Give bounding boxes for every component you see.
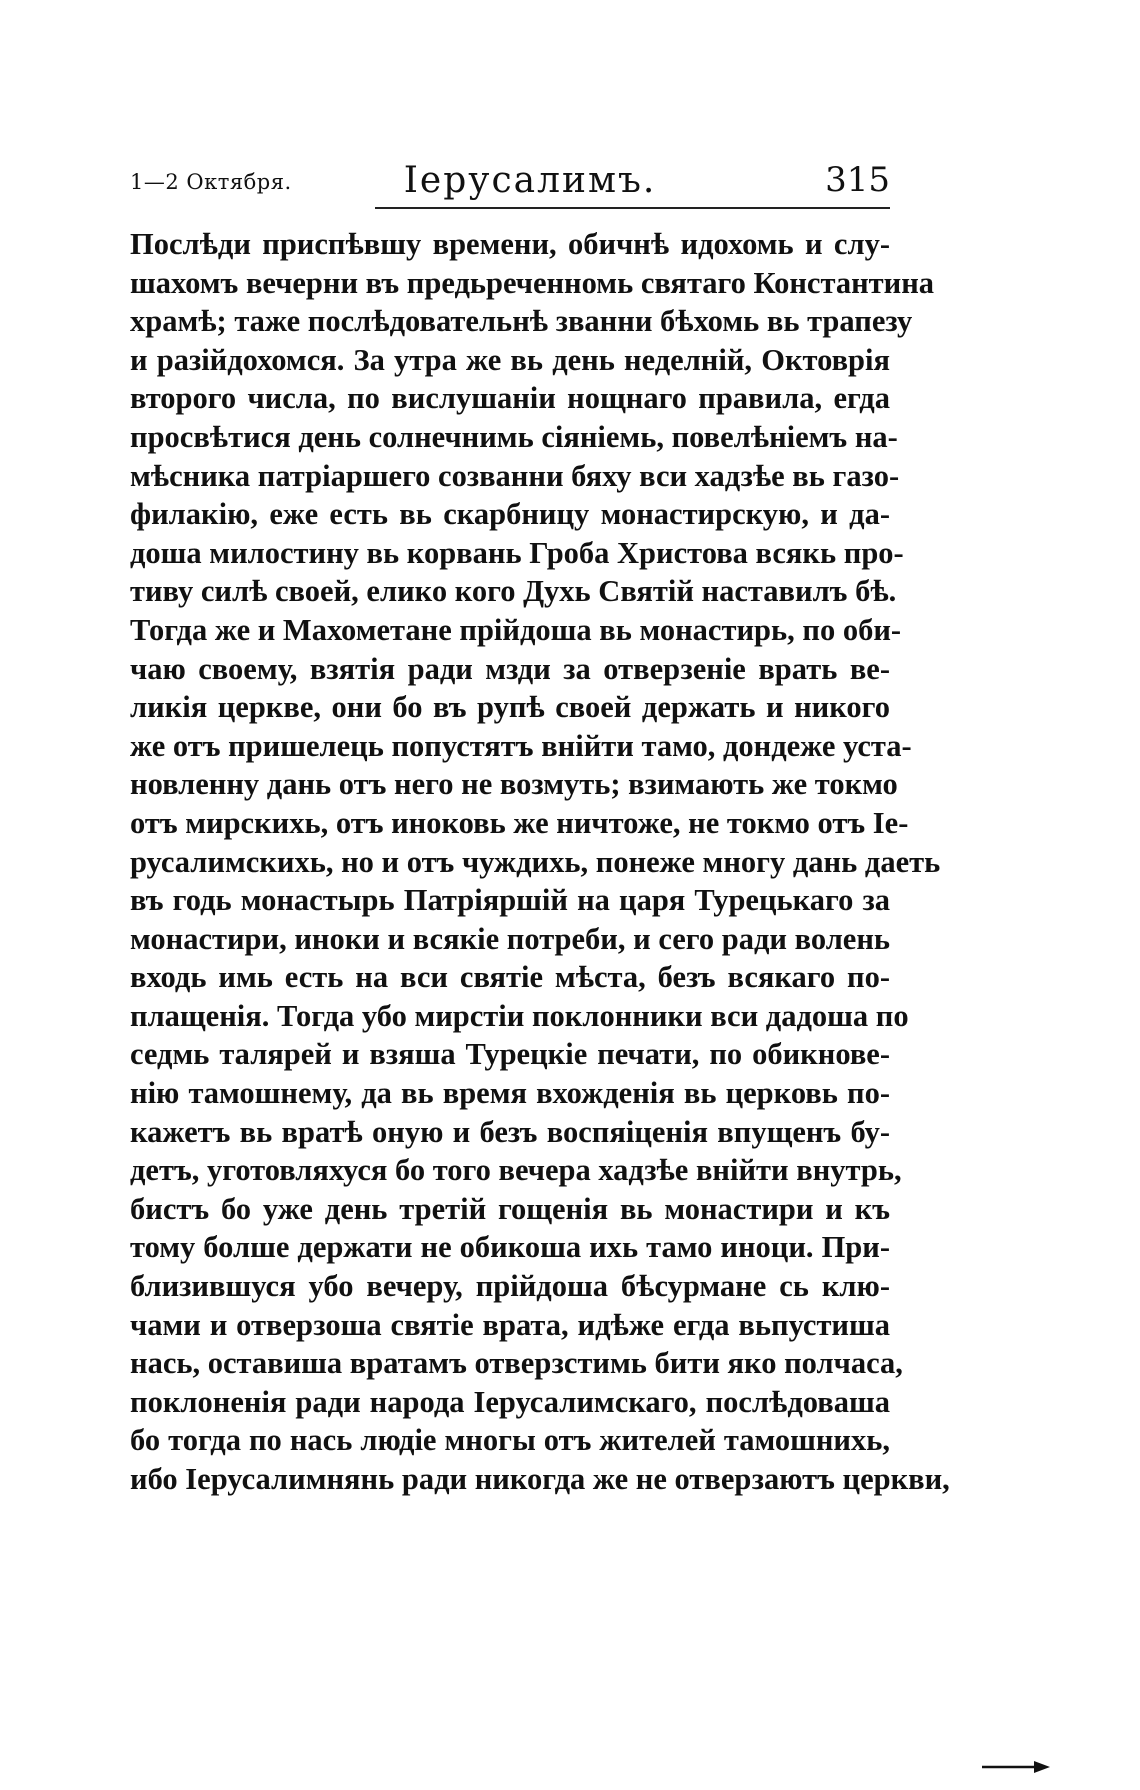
running-head-title: Іерусалимъ. — [403, 160, 657, 201]
text-line: шахомъ вечерни въ предьреченномь святаго Константина — [130, 265, 935, 300]
text-line: тому болше держати не обикоша ихь тамо иноци. При- — [130, 1230, 890, 1265]
text-line: бистъ бо уже день третій гощенія вь монастири и къ — [130, 1191, 890, 1226]
text-line: второго числа, по вислушаніи нощнаго правила, егда — [130, 381, 890, 416]
text-line: въ годь монастырь Патріяршій на царя Турецькаго за — [130, 883, 890, 918]
text-line: храмѣ; таже послѣдовательнѣ званни бѣхомь вь трапезу — [130, 304, 913, 339]
text-line: новленну дань отъ него не возмуть; взимають же токмо — [130, 767, 898, 802]
text-line: плащенія. Тогда убо мирстіи поклонники вси дадоша по — [130, 998, 909, 1033]
text-line: седмь талярей и взяша Турецкіе печати, по обикнове- — [130, 1037, 890, 1072]
text-line: отъ мирскихь, отъ иноковь же ничтоже, не токмо отъ Іе- — [130, 805, 909, 840]
running-head-date: 1—2 Октября. — [130, 170, 292, 194]
text-line: чами и отверзоша святіе врата, идѣже егда вьпустиша — [130, 1307, 890, 1342]
text-line: же отъ пришелець попустятъ внійти тамо, дондеже уста- — [130, 728, 912, 763]
text-line: филакію, еже есть вь скарбницу монастирскую, и да- — [130, 497, 890, 532]
text-line: поклоненія ради народа Іерусалимскаго, послѣдоваша — [130, 1384, 890, 1419]
text-line: входь имь есть на вси святіе мѣста, безъ всякаго по- — [130, 960, 890, 995]
text-line: нію тамошнему, да вь время вхожденія вь церковь по- — [130, 1076, 890, 1111]
text-line: Послѣди приспѣвшу времени, обичнѣ идохомь и слу- — [130, 227, 890, 261]
text-line: ликія церкве, они бо въ рупѣ своей держать и никого — [130, 690, 890, 725]
text-line: ибо Іерусалимнянь ради никогда же не отверзаютъ церкви, — [130, 1462, 950, 1496]
corner-arrow-icon — [982, 1758, 1052, 1774]
text-line: близившуся убо вечеру, прійдоша бѣсурмане сь клю- — [130, 1269, 890, 1304]
header-rule — [375, 207, 890, 209]
text-line: бо тогда по нась людіе многы отъ жителей тамошнихь, — [130, 1423, 890, 1458]
text-line: кажетъ вь вратѣ оную и безъ воспяіценія впущенъ бу- — [130, 1114, 890, 1149]
text-line: и разійдохомся. За утра же вь день неделній, Октоврія — [130, 342, 890, 377]
text-line: нась, оставиша вратамъ отверзстимь бити яко полчаса, — [130, 1346, 903, 1381]
text-line: тиву силѣ своей, елико кого Духь Святій наставилъ бѣ. — [130, 574, 897, 609]
text-line: мѣсника патріаршего созванни бяху вси хадзѣе вь газо- — [130, 458, 900, 493]
body-text — [130, 225, 950, 1499]
page-number: 315 — [825, 160, 890, 200]
text-line: детъ, уготовляхуся бо того вечера хадзѣе внійти внутрь, — [130, 1153, 902, 1188]
text-line: Тогда же и Махометане прійдоша вь монастирь, по оби- — [130, 612, 902, 647]
running-head — [130, 160, 890, 206]
text-line: чаю своему, взятія ради мзди за отверзеніе врать ве- — [130, 651, 890, 686]
text-line: русалимскихь, но и отъ чуждихь, понеже многу дань даеть — [130, 844, 941, 879]
text-line: просвѣтися день солнечнимь сіяніемь, повелѣніемъ на- — [130, 419, 898, 454]
text-line: доша милостину вь корвань Гроба Христова всякь про- — [130, 535, 904, 570]
text-line: монастири, иноки и всякіе потреби, и сего ради волень — [130, 921, 891, 956]
